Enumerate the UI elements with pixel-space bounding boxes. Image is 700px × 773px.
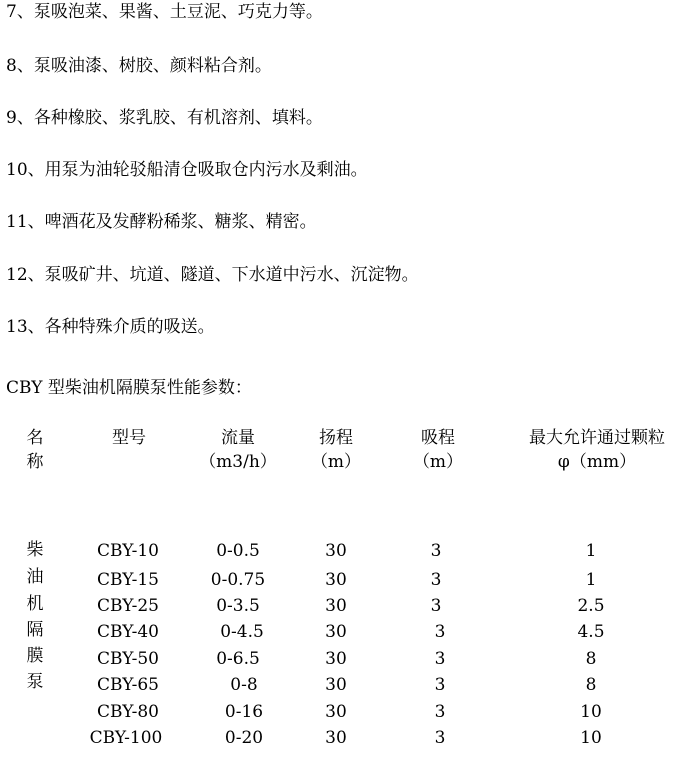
cell-particle: 8 [585,675,597,695]
header-flow-line2: （m3/h） [199,452,277,472]
cell-suction: 3 [434,649,446,669]
name-char: 油 [26,567,44,587]
cell-particle: 1 [585,570,597,590]
cell-particle: 1 [585,541,597,561]
cell-flow: 0-3.5 [216,596,260,616]
cell-flow: 0-0.5 [216,541,260,561]
cell-particle: 10 [580,702,602,722]
cell-particle: 4.5 [577,622,605,642]
cell-head: 30 [325,728,347,748]
list-item: 7、泵吸泡菜、果酱、土豆泥、巧克力等。 [6,2,323,22]
name-char: 泵 [26,672,44,692]
cell-model: CBY-100 [89,728,163,748]
list-item: 10、用泵为油轮驳船清仓吸取仓内污水及剩油。 [6,160,368,180]
header-suction-line1: 吸程 [421,428,455,448]
cell-model: CBY-80 [97,702,159,722]
cell-model: CBY-15 [97,570,159,590]
header-suction-line2: （m） [412,452,464,472]
list-item: 11、啤酒花及发酵粉稀浆、糖浆、精密。 [6,212,317,232]
cell-head: 30 [325,649,347,669]
cell-model: CBY-50 [97,649,159,669]
cell-flow: 0-16 [224,702,264,722]
name-char: 柴 [26,540,44,560]
cell-head: 30 [325,675,347,695]
cell-suction: 3 [434,702,446,722]
header-head-line2: （m） [310,452,362,472]
list-item: 13、各种特殊介质的吸送。 [6,317,215,337]
cell-particle: 2.5 [577,596,605,616]
cell-head: 30 [325,622,347,642]
cell-head: 30 [325,596,347,616]
name-char: 膜 [26,646,44,666]
header-name-line2: 称 [26,452,44,472]
header-name-line1: 名 [26,428,44,448]
cell-head: 30 [325,541,347,561]
list-item: 12、泵吸矿井、坑道、隧道、下水道中污水、沉淀物。 [6,265,419,285]
header-model: 型号 [112,428,146,448]
cell-suction: 3 [434,728,446,748]
cell-head: 30 [325,702,347,722]
cell-suction: 3 [430,541,442,561]
name-char: 隔 [26,620,44,640]
cell-particle: 8 [585,649,597,669]
cell-suction: 3 [434,622,446,642]
header-particle-line1: 最大允许通过颗粒 [529,428,665,448]
header-particle-line2: φ（mm） [557,452,637,472]
cell-flow: 0-20 [224,728,264,748]
cell-model: CBY-25 [97,596,159,616]
cell-flow: 0-6.5 [216,649,260,669]
header-flow-line1: 流量 [221,428,255,448]
cell-particle: 10 [580,728,602,748]
name-char: 机 [26,594,44,614]
table-title: CBY 型柴油机隔膜泵性能参数： [6,378,252,398]
cell-model: CBY-65 [97,675,159,695]
cell-head: 30 [325,570,347,590]
cell-suction: 3 [430,596,442,616]
cell-suction: 3 [434,675,446,695]
cell-flow: 0-8 [230,675,258,695]
cell-model: CBY-10 [97,541,159,561]
header-head-line1: 扬程 [319,428,353,448]
cell-model: CBY-40 [97,622,159,642]
list-item: 8、泵吸油漆、树胶、颜料粘合剂。 [6,56,272,76]
cell-flow: 0-4.5 [220,622,264,642]
list-item: 9、各种橡胶、浆乳胶、有机溶剂、填料。 [6,108,323,128]
cell-flow: 0-0.75 [210,570,266,590]
cell-suction: 3 [430,570,442,590]
